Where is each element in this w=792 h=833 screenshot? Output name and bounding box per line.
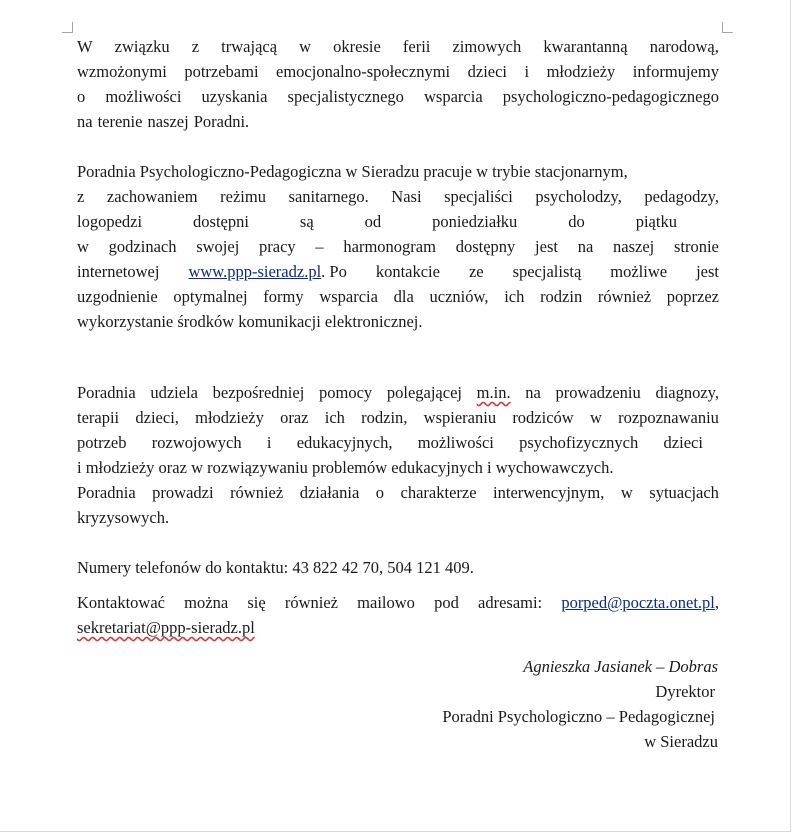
word: W	[77, 37, 93, 56]
word: młodzieży	[195, 408, 264, 427]
text-line	[77, 284, 719, 309]
word: uczniów,	[429, 287, 489, 306]
text-line	[77, 505, 719, 530]
word: poniedziałku	[432, 212, 518, 231]
word: psychofizycznych	[519, 433, 639, 452]
word: prowadzeniu	[555, 383, 641, 402]
word: i	[524, 62, 530, 81]
text-line	[77, 430, 719, 455]
word: związku	[114, 37, 170, 56]
word: dla	[393, 287, 414, 306]
word: rodzin,	[361, 408, 408, 427]
word: naszej	[147, 112, 189, 131]
word: uzgodnienie	[77, 287, 158, 306]
text-line	[77, 109, 719, 134]
word: oraz	[280, 408, 309, 427]
text-line	[77, 455, 719, 480]
word: specjalistycznego	[287, 87, 404, 106]
word: psychologiczno-pedagogicznego	[502, 87, 719, 106]
word: trwającą	[221, 37, 278, 56]
word: o	[77, 87, 86, 106]
signature-block	[442, 654, 718, 754]
word: dostępny	[455, 237, 516, 256]
word: narodową,	[649, 37, 719, 56]
text-span: . Po	[321, 262, 347, 281]
word: udziela	[150, 383, 198, 402]
word: swojej	[196, 237, 240, 256]
word: możliwości	[417, 433, 494, 452]
word: dzieci,	[135, 408, 179, 427]
word: pod	[434, 593, 459, 612]
word: wsparcia	[319, 287, 378, 306]
word: dostępni	[193, 212, 249, 231]
word: na	[577, 237, 594, 256]
word: wsparcia	[424, 87, 483, 106]
signature-name-text: Agnieszka Jasianek – Dobras	[523, 657, 718, 676]
word: Poradnia	[77, 483, 136, 502]
word: terenie	[97, 112, 143, 131]
abbreviation: m.in.	[476, 383, 511, 402]
word: terapii	[77, 408, 120, 427]
text-line	[77, 159, 719, 184]
word: jest	[535, 237, 558, 256]
word: polegającej	[386, 383, 462, 402]
word: edukacyjnych,	[296, 433, 393, 452]
word: Kontaktować	[77, 593, 165, 612]
signature-name	[442, 654, 718, 679]
word: zimowych	[452, 37, 522, 56]
word: rodzin	[540, 287, 583, 306]
word: potrzeb	[77, 433, 127, 452]
text-line	[77, 615, 719, 640]
word: stronie	[673, 237, 719, 256]
word: uzyskania	[201, 87, 268, 106]
word: w	[77, 237, 89, 256]
text-line	[77, 309, 719, 334]
word: piątku	[635, 212, 677, 231]
word: wspieraniu	[423, 408, 497, 427]
word: sytuacjach	[649, 483, 719, 502]
word: możliwe	[610, 262, 668, 281]
word: formy	[263, 287, 304, 306]
word: na	[77, 112, 93, 131]
text-line	[77, 59, 719, 84]
signature-org: Poradni Psychologiczno – Pedagogicznej	[442, 707, 715, 726]
word: specjalistą	[512, 262, 582, 281]
word: potrzebami	[184, 62, 259, 81]
word: są	[299, 212, 314, 231]
word: dzieci	[467, 62, 508, 81]
word: godzinach	[108, 237, 177, 256]
word: adresami:	[478, 593, 543, 612]
word: kontakcie	[375, 262, 440, 281]
email-secretariat[interactable]: sekretariat@ppp-sieradz.pl	[77, 618, 255, 637]
word: okresie	[333, 37, 381, 56]
word: również	[230, 483, 284, 502]
phone-numbers	[77, 555, 719, 580]
text-span: Numery telefonów do kontaktu: 43 822 42 70, 504 121 409.	[77, 558, 474, 577]
word: Poradnia	[77, 383, 136, 402]
word: o	[375, 483, 385, 502]
crop-mark-top-left	[62, 22, 73, 33]
word: ich	[324, 408, 345, 427]
crop-mark-top-right	[722, 22, 733, 33]
word: kwarantanną	[543, 37, 628, 56]
word: pracy	[259, 237, 296, 256]
signature-place: w Sieradzu	[644, 732, 718, 751]
text-line	[77, 184, 719, 209]
paragraph-contact	[77, 590, 719, 640]
text-span: Poradnia Psychologiczno-Pedagogiczna w Sieradzu pracuje w trybie stacjonarnym,	[77, 162, 628, 181]
word: diagnozy,	[655, 383, 719, 402]
word: jest	[696, 262, 719, 281]
text-line	[77, 234, 719, 259]
email-link[interactable]: porped@poczta.onet.pl	[561, 593, 715, 612]
text-line	[77, 405, 719, 430]
word: logopedzi	[77, 212, 143, 231]
word: sanitarnego.	[288, 187, 369, 206]
text-line	[77, 84, 719, 109]
word: możliwości	[105, 87, 182, 106]
word: z	[77, 187, 85, 206]
word: działania	[299, 483, 360, 502]
word: Nasi	[391, 187, 422, 206]
paragraph-services	[77, 380, 719, 530]
word: z	[191, 37, 200, 56]
word: mailowo	[357, 593, 415, 612]
word: również	[284, 593, 338, 612]
paragraph-intro	[77, 34, 719, 134]
word: –	[315, 237, 324, 256]
word: reżimu	[220, 187, 266, 206]
word: ze	[468, 262, 484, 281]
text-span: i młodzieży oraz w rozwiązywaniu problemów edukacyjnych i wychowawczych.	[77, 458, 614, 477]
word: do	[568, 212, 585, 231]
word: od	[364, 212, 382, 231]
word: zachowaniem	[106, 187, 198, 206]
word: młodzieży	[546, 62, 616, 81]
word: bezpośredniej	[212, 383, 305, 402]
word: można	[184, 593, 229, 612]
word: Poradni.	[193, 112, 250, 131]
text-line	[77, 209, 719, 234]
word: ich	[504, 287, 525, 306]
word: dzieci	[663, 433, 703, 452]
word: rozpoznawaniu	[618, 408, 719, 427]
word: pomocy	[319, 383, 373, 402]
word: charakterze	[400, 483, 477, 502]
text-line	[77, 34, 719, 59]
word: specjaliści	[444, 187, 513, 206]
website-link-group	[188, 259, 346, 284]
text-span: internetowej	[77, 262, 160, 281]
word: w	[589, 408, 602, 427]
word: w	[299, 37, 312, 56]
email-link-group	[561, 590, 719, 615]
word: ferii	[402, 37, 431, 56]
text-line	[77, 259, 719, 284]
word: interwencyjnym,	[493, 483, 605, 502]
text-line	[77, 480, 719, 505]
word: również	[597, 287, 652, 306]
word: na	[525, 383, 541, 402]
text-line	[77, 590, 719, 615]
word: w	[620, 483, 633, 502]
word: rozwojowych	[151, 433, 242, 452]
website-link[interactable]: www.ppp-sieradz.pl	[188, 262, 322, 281]
word: naszej	[613, 237, 655, 256]
word: optymalnej	[173, 287, 248, 306]
word: się	[247, 593, 266, 612]
word: emocjonalno-społecznymi	[276, 62, 451, 81]
word: rodziców	[512, 408, 574, 427]
text-span: wykorzystanie środków komunikacji elektronicznej.	[77, 312, 423, 331]
word: harmonogram	[343, 237, 436, 256]
text-line	[77, 380, 719, 405]
word: pedagodzy,	[644, 187, 719, 206]
word: ,	[714, 593, 719, 612]
word: psycholodzy,	[535, 187, 622, 206]
word: i	[266, 433, 272, 452]
text-span: kryzysowych.	[77, 508, 170, 527]
word: poprzez	[666, 287, 719, 306]
word: prowadzi	[152, 483, 214, 502]
signature-title: Dyrektor	[655, 682, 715, 701]
paragraph-schedule	[77, 159, 719, 334]
word: wzmożonymi	[77, 62, 167, 81]
word: informujemy	[632, 62, 719, 81]
document-body	[77, 34, 719, 640]
